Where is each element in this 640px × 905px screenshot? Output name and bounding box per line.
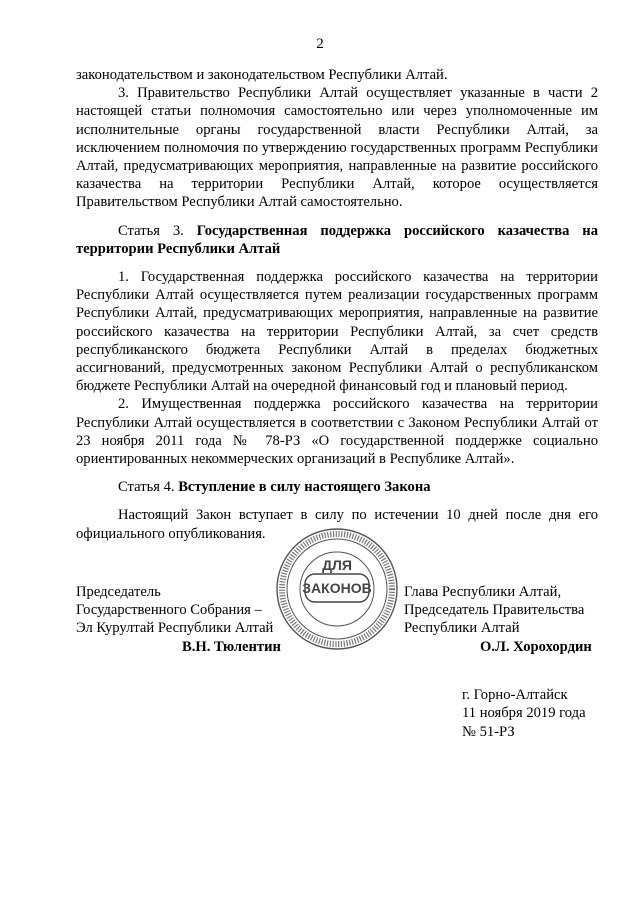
signature-right-position-2: Председатель Правительства (404, 602, 585, 619)
article3-part2: 2. Имущественная поддержка российского казачества на территории Республики Алтай осуществляется в соответствии с Законом Республики Алтай от 23 ноября 2011 года № 78-РЗ «О государственной поддержке социально ориентированных некоммерческих организаций в Республике Алтай». (76, 396, 598, 468)
article3-title: Государственная поддержка российского казачества на территории Республики Алтай (76, 222, 598, 257)
signature-right (404, 583, 592, 656)
document-body (76, 66, 598, 543)
signature-left-position-3: Эл Курултай Республики Алтай (76, 620, 274, 637)
signature-left-position-1: Председатель (76, 584, 161, 600)
footer-date: 11 ноября 2019 года (462, 705, 586, 722)
article3-label: Статья 3. (118, 222, 184, 239)
law-stamp (274, 526, 400, 652)
signature-left-position-2: Государственного Собрания – (76, 602, 262, 619)
signature-left (76, 583, 281, 656)
article4-text: Настоящий Закон вступает в силу по истечении 10 дней после дня его официального опубликования. (76, 507, 598, 542)
page-number: 2 (316, 36, 324, 52)
article3-heading (76, 222, 598, 258)
signature-right-position-1: Глава Республики Алтай, (404, 584, 562, 600)
article3-part1: 1. Государственная поддержка российского казачества на территории Республики Алтай осуществляется путем реализации государственных программ Республики Алтай, предусматривающих мероприятия, направленные на развитие российского казачества на территории Республики Алтай, за счет средств республиканского бюджета Республики Алтай в пределах бюджетных ассигнований, предусмотренных законом Республики Алтай о республиканском бюджете Республики Алтай на очередной финансовый год и плановый период. (76, 269, 598, 395)
footer-number: № 51-РЗ (462, 723, 515, 740)
stamp-text-main: ЗАКОНОВ (302, 580, 372, 596)
article4-label: Статья 4. (118, 479, 175, 496)
paragraph-continuation: законодательством и законодательством Республики Алтай. (76, 67, 448, 83)
signature-left-name: В.Н. Тюлентин (182, 638, 281, 655)
stamp-text-top: ДЛЯ (322, 557, 352, 573)
document-footer (462, 686, 586, 741)
paragraph-article2-part3: 3. Правительство Республики Алтай осуществляет указанные в части 2 настоящей статьи полномочия самостоятельно или через уполномоченные им исполнительные органы государственной власти Республики Алтай, за исключением полномочия по утверждению государственных программ Республики Алтай, предусматривающих мероприятия, направленные на развитие российского казачества на территории Республики Алтай, которое осуществляется Правительством Республики Алтай самостоятельно. (76, 85, 598, 211)
footer-city: г. Горно-Алтайск (462, 687, 568, 703)
signature-right-position-3: Республики Алтай (404, 620, 520, 637)
article4-title: Вступление в силу настоящего Закона (178, 479, 431, 496)
signature-right-name: О.Л. Хорохордин (480, 638, 592, 655)
article4-heading (76, 478, 598, 496)
